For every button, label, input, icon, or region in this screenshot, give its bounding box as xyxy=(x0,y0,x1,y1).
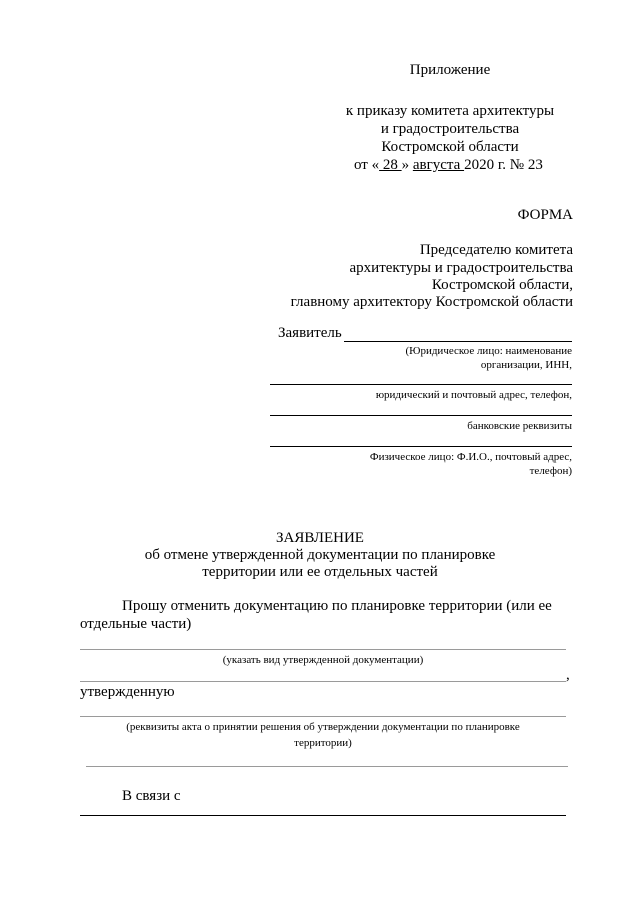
applicant-hint-1a: (Юридическое лицо: наименование xyxy=(405,345,572,357)
document-subtitle-2: территории или ее отдельных частей xyxy=(202,564,438,580)
applicant-label: Заявитель xyxy=(278,325,342,341)
applicant-field-line xyxy=(344,341,572,342)
order-date xyxy=(354,157,543,174)
appendix-label: Приложение xyxy=(409,62,491,78)
doc-type-line xyxy=(80,649,566,650)
reason-label: В связи с xyxy=(122,788,181,804)
applicant-line-4 xyxy=(270,446,572,447)
applicant-hint-3: банковские реквизиты xyxy=(467,420,572,432)
doc-type-comma: , xyxy=(566,667,570,683)
addressee-line-3: Костромской области, xyxy=(431,277,573,293)
doc-type-hint: (указать вид утвержденной документации) xyxy=(222,654,424,666)
addressee-line-1: Председателю комитета xyxy=(419,242,573,258)
date-suffix: 2020 г. № 23 xyxy=(464,157,543,173)
request-line-1: Прошу отменить документацию по планировке территории (или ее xyxy=(122,598,552,614)
doc-type-line-2 xyxy=(80,681,566,682)
applicant-hint-2: юридический и почтовый адрес, телефон, xyxy=(375,389,572,401)
addressee-line-4: главному архитектору Костромской области xyxy=(290,294,573,310)
applicant-hint-1b: организации, ИНН, xyxy=(480,359,572,371)
act-hint-a: (реквизиты акта о принятии решения об утверждении документации по планировке xyxy=(126,721,520,733)
form-label: ФОРМА xyxy=(517,207,573,223)
approved-label: утвержденную xyxy=(80,684,175,700)
act-details-line xyxy=(80,716,566,717)
order-line-1: к приказу комитета архитектуры xyxy=(345,103,555,119)
order-line-3: Костромской области xyxy=(381,139,519,155)
date-mid: » xyxy=(401,157,413,173)
applicant-hint-4b: телефон) xyxy=(529,465,572,477)
act-hint-b: территории) xyxy=(294,737,352,749)
request-line-2: отдельные части) xyxy=(80,616,192,632)
date-prefix: от « xyxy=(354,157,380,173)
document-subtitle-1: об отмене утвержденной документации по планировке xyxy=(144,547,496,563)
addressee-line-2: архитектуры и градостроительства xyxy=(349,260,573,276)
date-month: августа xyxy=(412,157,465,173)
applicant-line-3 xyxy=(270,415,572,416)
reason-line xyxy=(80,815,566,816)
order-line-2: и градостроительства xyxy=(380,121,520,137)
document-title: ЗАЯВЛЕНИЕ xyxy=(276,530,364,546)
date-day: 28 xyxy=(379,157,402,173)
applicant-hint-4a: Физическое лицо: Ф.И.О., почтовый адрес, xyxy=(369,451,572,463)
applicant-line-2 xyxy=(270,384,572,385)
act-details-line-2 xyxy=(86,766,568,767)
